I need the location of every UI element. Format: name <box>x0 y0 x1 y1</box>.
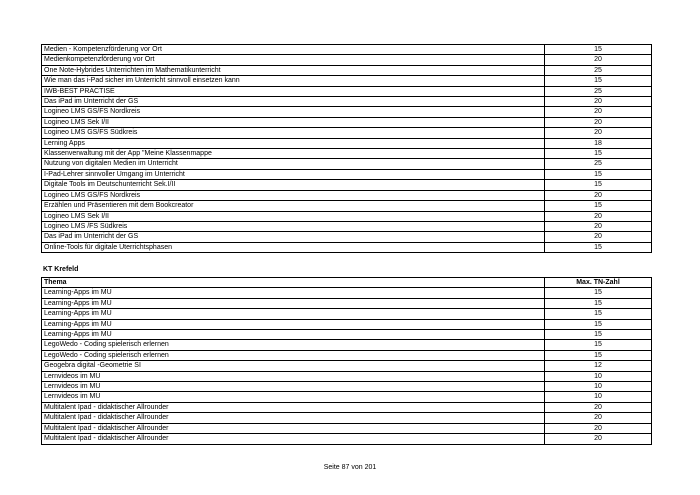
cell-max-tn: 25 <box>545 86 652 96</box>
cell-thema: Lerning Apps <box>42 138 545 148</box>
cell-thema: Learning-Apps im MU <box>42 319 545 329</box>
table-row <box>42 190 652 200</box>
page-number: Seite 87 von 201 <box>323 464 377 471</box>
cell-max-tn: 10 <box>545 371 652 381</box>
cell-thema: Learning-Apps im MU <box>42 309 545 319</box>
cell-thema: Multitalent Ipad - didaktischer Allrounder <box>42 434 545 444</box>
column-header-thema: Thema <box>42 278 545 288</box>
cell-thema: IWB-BEST PRACTISE <box>42 86 545 96</box>
cell-thema: Logineo LMS GS/FS Nordkreis <box>42 190 545 200</box>
cell-thema: Medienkompetenzförderung vor Ort <box>42 55 545 65</box>
table-row <box>42 149 652 159</box>
cell-max-tn: 15 <box>545 288 652 298</box>
cell-max-tn: 15 <box>545 350 652 360</box>
course-table-1 <box>41 44 652 253</box>
cell-max-tn: 15 <box>545 149 652 159</box>
cell-thema: Das iPad im Unterricht der GS <box>42 97 545 107</box>
table-header-row <box>42 278 652 288</box>
table-row <box>42 350 652 360</box>
table-row <box>42 330 652 340</box>
table-row <box>42 221 652 231</box>
cell-max-tn: 15 <box>545 309 652 319</box>
cell-thema: Geogebra digital -Geometrie SI <box>42 361 545 371</box>
table-row <box>42 232 652 242</box>
table-row <box>42 55 652 65</box>
cell-max-tn: 20 <box>545 413 652 423</box>
cell-thema: LegoWedo - Coding spielerisch erlernen <box>42 350 545 360</box>
cell-thema: Learning-Apps im MU <box>42 330 545 340</box>
column-header-max: Max. TN-Zahl <box>545 278 652 288</box>
cell-max-tn: 15 <box>545 242 652 252</box>
cell-thema: Lernvideos im MU <box>42 371 545 381</box>
table-row <box>42 45 652 55</box>
table-row <box>42 434 652 444</box>
cell-thema: Digitale Tools im Deutschunterricht Sek.I/II <box>42 180 545 190</box>
cell-max-tn: 15 <box>545 180 652 190</box>
cell-max-tn: 15 <box>545 340 652 350</box>
cell-thema: Logineo LMS GS/FS Nordkreis <box>42 107 545 117</box>
cell-thema: Multitalent Ipad - didaktischer Allrounder <box>42 423 545 433</box>
table-row <box>42 86 652 96</box>
cell-max-tn: 20 <box>545 97 652 107</box>
table-row <box>42 65 652 75</box>
table-row <box>42 392 652 402</box>
cell-max-tn: 10 <box>545 382 652 392</box>
cell-max-tn: 25 <box>545 65 652 75</box>
cell-thema: Lernvideos im MU <box>42 382 545 392</box>
cell-max-tn: 20 <box>545 402 652 412</box>
cell-max-tn: 20 <box>545 211 652 221</box>
cell-thema: Das iPad im Unterricht der GS <box>42 232 545 242</box>
table-row <box>42 201 652 211</box>
cell-thema: LegoWedo - Coding spielerisch erlernen <box>42 340 545 350</box>
cell-max-tn: 20 <box>545 423 652 433</box>
cell-max-tn: 20 <box>545 107 652 117</box>
cell-max-tn: 15 <box>545 330 652 340</box>
table-row <box>42 340 652 350</box>
cell-thema: Erzählen und Präsentieren mit dem Bookcreator <box>42 201 545 211</box>
cell-thema: Learning-Apps im MU <box>42 298 545 308</box>
cell-max-tn: 15 <box>545 319 652 329</box>
cell-thema: Logineo LMS Sek I/II <box>42 211 545 221</box>
table-row <box>42 298 652 308</box>
table-row <box>42 402 652 412</box>
cell-max-tn: 10 <box>545 392 652 402</box>
cell-max-tn: 15 <box>545 201 652 211</box>
table-row <box>42 159 652 169</box>
cell-max-tn: 15 <box>545 45 652 55</box>
table-row <box>42 371 652 381</box>
cell-max-tn: 20 <box>545 434 652 444</box>
cell-thema: Klassenverwaltung mit der App "Meine Klassenmappe <box>42 149 545 159</box>
table-row <box>42 288 652 298</box>
table-row <box>42 319 652 329</box>
table-row <box>42 309 652 319</box>
cell-max-tn: 20 <box>545 128 652 138</box>
cell-thema: One Note-Hybrides Unterrichten im Mathematikunterricht <box>42 65 545 75</box>
cell-max-tn: 18 <box>545 138 652 148</box>
table-row <box>42 97 652 107</box>
table-row <box>42 128 652 138</box>
table-row <box>42 76 652 86</box>
cell-thema: Nutzung von digitalen Medien im Unterricht <box>42 159 545 169</box>
cell-max-tn: 15 <box>545 169 652 179</box>
table-row <box>42 138 652 148</box>
course-table-2 <box>41 277 652 445</box>
cell-thema: Learning-Apps im MU <box>42 288 545 298</box>
cell-thema: Logineo LMS /FS Südkreis <box>42 221 545 231</box>
cell-thema: Multitalent Ipad - didaktischer Allrounder <box>42 413 545 423</box>
table-row <box>42 382 652 392</box>
cell-thema: Lernvideos im MU <box>42 392 545 402</box>
table-row <box>42 413 652 423</box>
cell-thema: Online-Tools für digitale Uterrichtsphasen <box>42 242 545 252</box>
table-row <box>42 107 652 117</box>
table-row <box>42 211 652 221</box>
cell-thema: Logineo LMS GS/FS Südkreis <box>42 128 545 138</box>
cell-max-tn: 15 <box>545 76 652 86</box>
table-row <box>42 180 652 190</box>
table-row <box>42 423 652 433</box>
cell-thema: Logineo LMS Sek I/II <box>42 117 545 127</box>
cell-max-tn: 25 <box>545 159 652 169</box>
table-row <box>42 361 652 371</box>
cell-max-tn: 20 <box>545 221 652 231</box>
cell-max-tn: 20 <box>545 232 652 242</box>
cell-max-tn: 12 <box>545 361 652 371</box>
cell-max-tn: 15 <box>545 298 652 308</box>
cell-thema: Multitalent Ipad - didaktischer Allrounder <box>42 402 545 412</box>
cell-thema: Wie man das i-Pad sicher im Unterricht sinnvoll einsetzen kann <box>42 76 545 86</box>
cell-max-tn: 20 <box>545 117 652 127</box>
cell-thema: I-Pad-Lehrer sinnvoller Umgang im Unterricht <box>42 169 545 179</box>
cell-thema: Medien - Kompetenzförderung vor Ort <box>42 45 545 55</box>
table-row <box>42 117 652 127</box>
cell-max-tn: 20 <box>545 190 652 200</box>
table-row <box>42 169 652 179</box>
section-title: KT Krefeld <box>43 266 79 273</box>
cell-max-tn: 20 <box>545 55 652 65</box>
table-row <box>42 242 652 252</box>
